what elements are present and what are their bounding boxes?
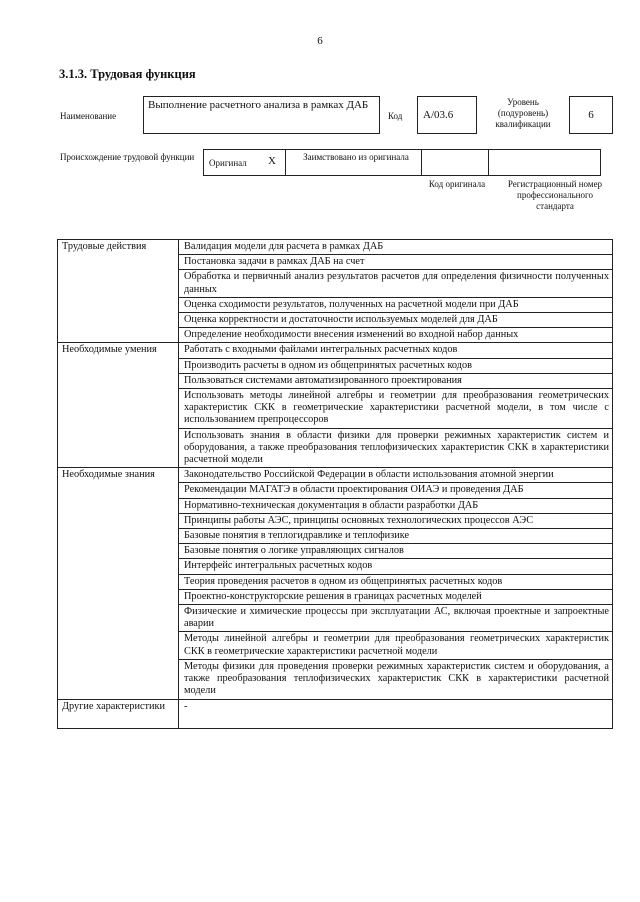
origin-divider	[488, 149, 489, 176]
section-item-cell: Нормативно-техническая документация в области разработки ДАБ	[179, 498, 613, 513]
section-item-cell: Обработка и первичный анализ результатов расчетов для определения физичности полученных данных	[179, 270, 613, 297]
section-item-cell: Базовые понятия в теплогидравлике и теплофизике	[179, 529, 613, 544]
section-item-cell: Работать с входными файлами интегральных расчетных кодов	[179, 343, 613, 358]
section-item-cell: Проектно-конструкторские решения в границах расчетных моделей	[179, 589, 613, 604]
function-name-box: Выполнение расчетного анализа в рамках ДАБ	[143, 96, 380, 134]
section-category-cell: Трудовые действия	[58, 240, 179, 343]
origin-divider	[421, 149, 422, 176]
origin-label: Происхождение трудовой функции	[60, 152, 195, 162]
code-original-caption: Код оригинала	[428, 179, 486, 189]
section-item-cell: Физические и химические процессы при эксплуатации АС, включая проектные и запроектные аварии	[179, 605, 613, 632]
labor-function-table	[57, 239, 613, 729]
section-item-cell: Рекомендации МАГАТЭ в области проектирования ОИАЭ и проведения ДАБ	[179, 483, 613, 498]
section-item-cell: Использовать знания в области физики для проверки режимных характеристик систем и оборудования, а также преобразования теплофизических характеристик СКК в характеристики расчетной модели	[179, 428, 613, 468]
section-item-cell: -	[179, 699, 613, 728]
section-item-cell: Пользоваться системами автоматизированного проектирования	[179, 373, 613, 388]
section-item-cell: Методы физики для проведения проверки режимных характеристик систем и оборудования, а также преобразования теплофизических характеристик СКК в характеристики расчетной модели	[179, 659, 613, 699]
section-item-cell: Постановка задачи в рамках ДАБ на счет	[179, 255, 613, 270]
section-item-cell: Использовать методы линейной алгебры и геометрии для преобразования геометрических характеристик СКК в геометрические характеристики расчетной модели, в том числе с использованием препроцессоров	[179, 389, 613, 429]
table-row	[58, 343, 613, 358]
code-label: Код	[388, 111, 403, 121]
reg-number-caption: Регистрационный номер профессионального стандарта	[507, 179, 603, 211]
table-row	[58, 240, 613, 255]
section-item-cell: Принципы работы АЭС, принципы основных технологических процессов АЭС	[179, 513, 613, 528]
level-label: Уровень (подуровень) квалификации	[495, 97, 551, 129]
section-category-cell: Необходимые знания	[58, 468, 179, 699]
section-category-cell: Необходимые умения	[58, 343, 179, 468]
section-item-cell: Интерфейс интегральных расчетных кодов	[179, 559, 613, 574]
section-item-cell: Определение необходимости внесения изменений во входной набор данных	[179, 328, 613, 343]
level-box: 6	[569, 96, 613, 134]
origin-divider	[285, 149, 286, 176]
original-mark: Х	[268, 155, 276, 167]
section-item-cell: Оценка сходимости результатов, полученных на расчетной модели при ДАБ	[179, 297, 613, 312]
code-box: А/03.6	[417, 96, 477, 134]
section-item-cell: Методы линейной алгебры и геометрии для преобразования геометрических характеристик СКК в геометрические характеристики расчетной модели	[179, 632, 613, 659]
table-row	[58, 468, 613, 483]
section-item-cell: Валидация модели для расчета в рамках ДАБ	[179, 240, 613, 255]
section-title: 3.1.3. Трудовая функция	[59, 67, 196, 81]
table-row	[58, 699, 613, 728]
section-category-cell: Другие характеристики	[58, 699, 179, 728]
section-item-cell: Базовые понятия о логике управляющих сигналов	[179, 544, 613, 559]
borrowed-label: Заимствовано из оригинала	[303, 152, 409, 162]
name-label: Наименование	[60, 111, 117, 121]
section-item-cell: Законодательство Российской Федерации в области использования атомной энергии	[179, 468, 613, 483]
page-number: 6	[317, 35, 323, 47]
section-item-cell: Оценка корректности и достаточности используемых моделей для ДАБ	[179, 313, 613, 328]
section-item-cell: Теория проведения расчетов в одном из общепринятых расчетных кодов	[179, 574, 613, 589]
section-item-cell: Производить расчеты в одном из общепринятых расчетных кодов	[179, 358, 613, 373]
original-label: Оригинал	[209, 158, 247, 168]
